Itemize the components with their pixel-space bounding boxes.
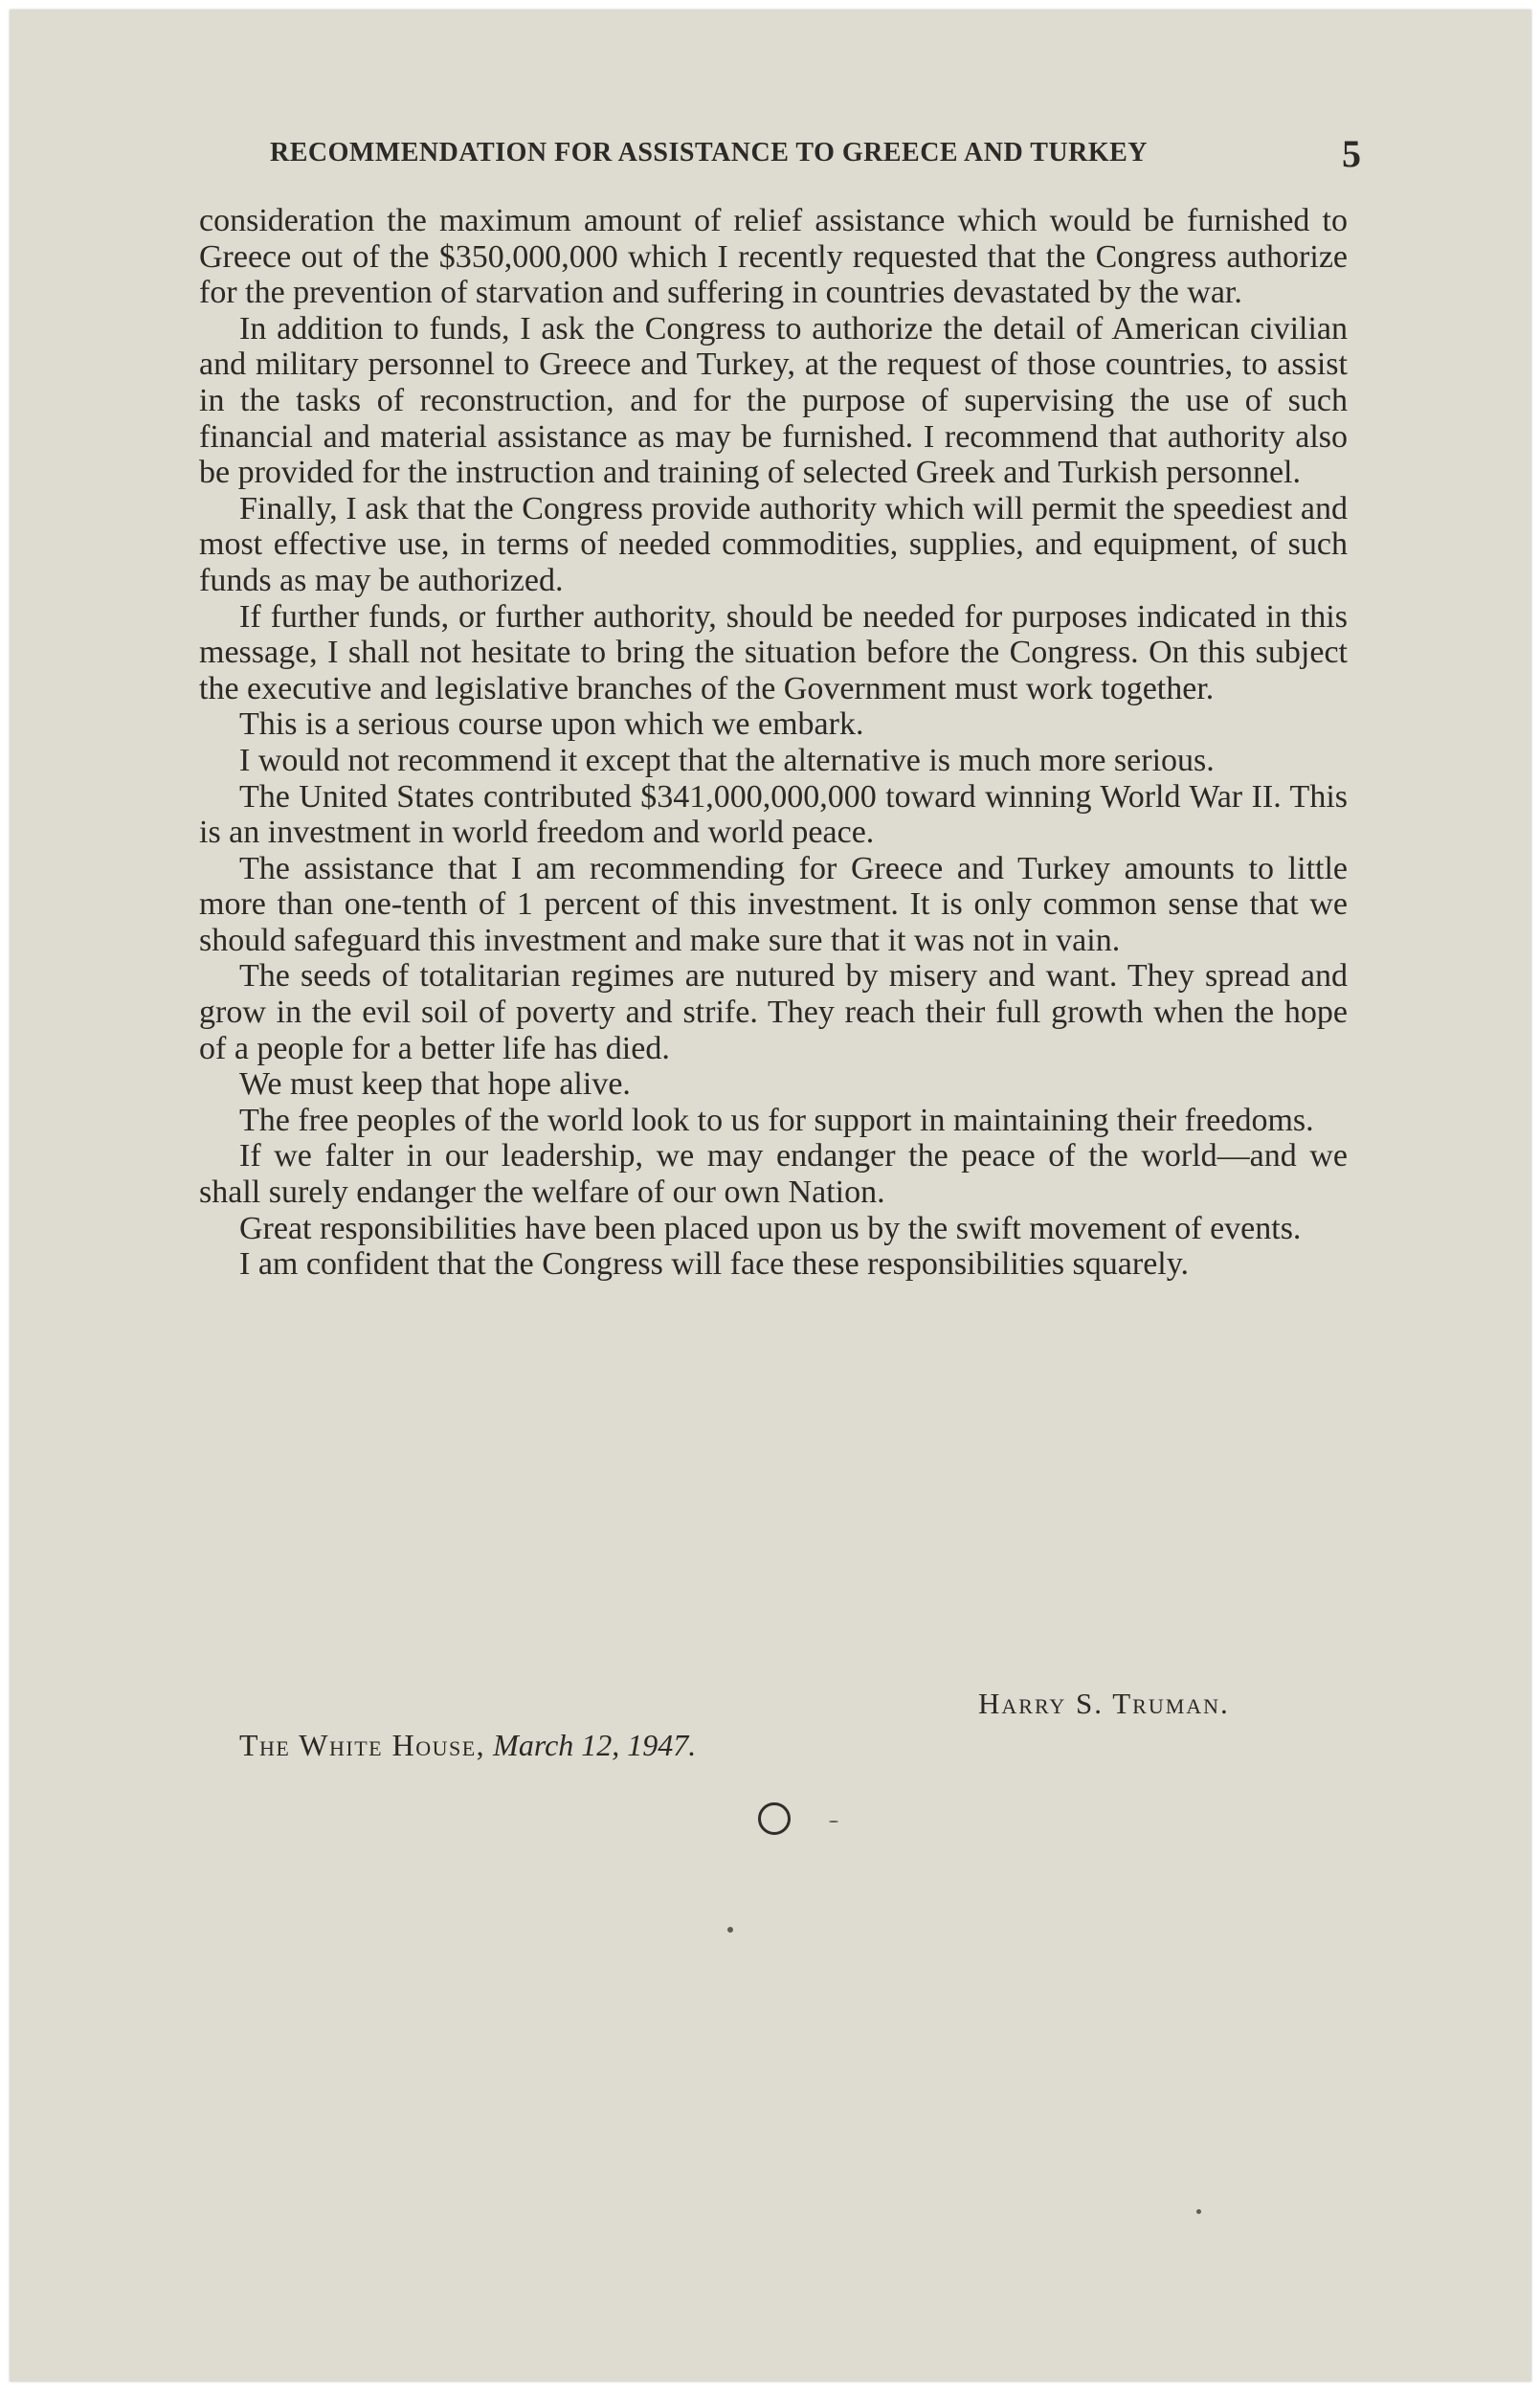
message-body xyxy=(199,203,1348,1283)
dateline-date: March 12, 1947. xyxy=(493,1728,697,1762)
paragraph: The United States contributed $341,000,000,000 toward winning World War II. This is an investment in world freedom and world peace. xyxy=(199,778,1348,851)
paragraph: I would not recommend it except that the alternative is much more serious. xyxy=(239,742,1215,778)
paragraph: I am confident that the Congress will face these responsibilities squarely. xyxy=(239,1246,1190,1283)
signature: Harry S. Truman. xyxy=(978,1687,1230,1720)
paragraph: If we falter in our leadership, we may endanger the peace of the world—and we shall surely endanger the welfare of our own Nation. xyxy=(199,1138,1348,1211)
paragraph: Finally, I ask that the Congress provide authority which will permit the speediest and most effective use, in terms of needed commodities, supplies, and equipment, of such funds as may be authorized. xyxy=(199,490,1348,598)
paragraph: We must keep that hope alive. xyxy=(239,1066,631,1103)
paragraph: In addition to funds, I ask the Congress to authorize the detail of American civilian and military personnel to Greece and Turkey, at the request of those countries, to assist in the tasks of reconstruction, and for the purpose of supervising the use of such financial and material assistance as may be furnished. I recommend that authority also be provided for the instruction and training of selected Greek and Turkish personnel. xyxy=(199,310,1348,491)
paragraph: If further funds, or further authority, should be needed for purposes indicated in this message, I shall not hesitate to bring the situation before the Congress. On this subject the executive and legislative branches of the Government must work together. xyxy=(199,598,1348,706)
paragraph: This is a serious course upon which we embark. xyxy=(239,706,864,743)
paragraph: The free peoples of the world look to us for support in maintaining their freedoms. xyxy=(239,1102,1314,1138)
paragraph: Great responsibilities have been placed upon us by the swift movement of events. xyxy=(239,1210,1302,1246)
running-head: RECOMMENDATION FOR ASSISTANCE TO GREECE AND TURKEY xyxy=(270,138,1149,168)
dateline xyxy=(239,1728,696,1763)
paragraph: The seeds of totalitarian regimes are nutured by misery and want. They spread and grow in the evil soil of poverty and strife. They reach their full growth when the hope of a people for a better life has died. xyxy=(199,958,1348,1066)
paper-speck xyxy=(829,1821,838,1823)
end-mark-circle xyxy=(758,1802,791,1835)
paper-speck xyxy=(727,1927,733,1933)
page-header xyxy=(270,131,1361,175)
paragraph: The assistance that I am recommending for Greece and Turkey amounts to little more than one-tenth of 1 percent of this investment. It is only common sense that we should safeguard this investment and make sure that it was not in vain. xyxy=(199,850,1348,958)
dateline-place: The White House, xyxy=(239,1728,486,1762)
document-page xyxy=(10,10,1531,2382)
paper-speck xyxy=(1196,2209,1201,2214)
page-number: 5 xyxy=(1342,131,1361,175)
paragraph: consideration the maximum amount of relief assistance which would be furnished to Greece out of the $350,000,000 which I recently requested that the Congress authorize for the prevention of starvation and suffering in countries devastated by the war. xyxy=(199,203,1348,311)
